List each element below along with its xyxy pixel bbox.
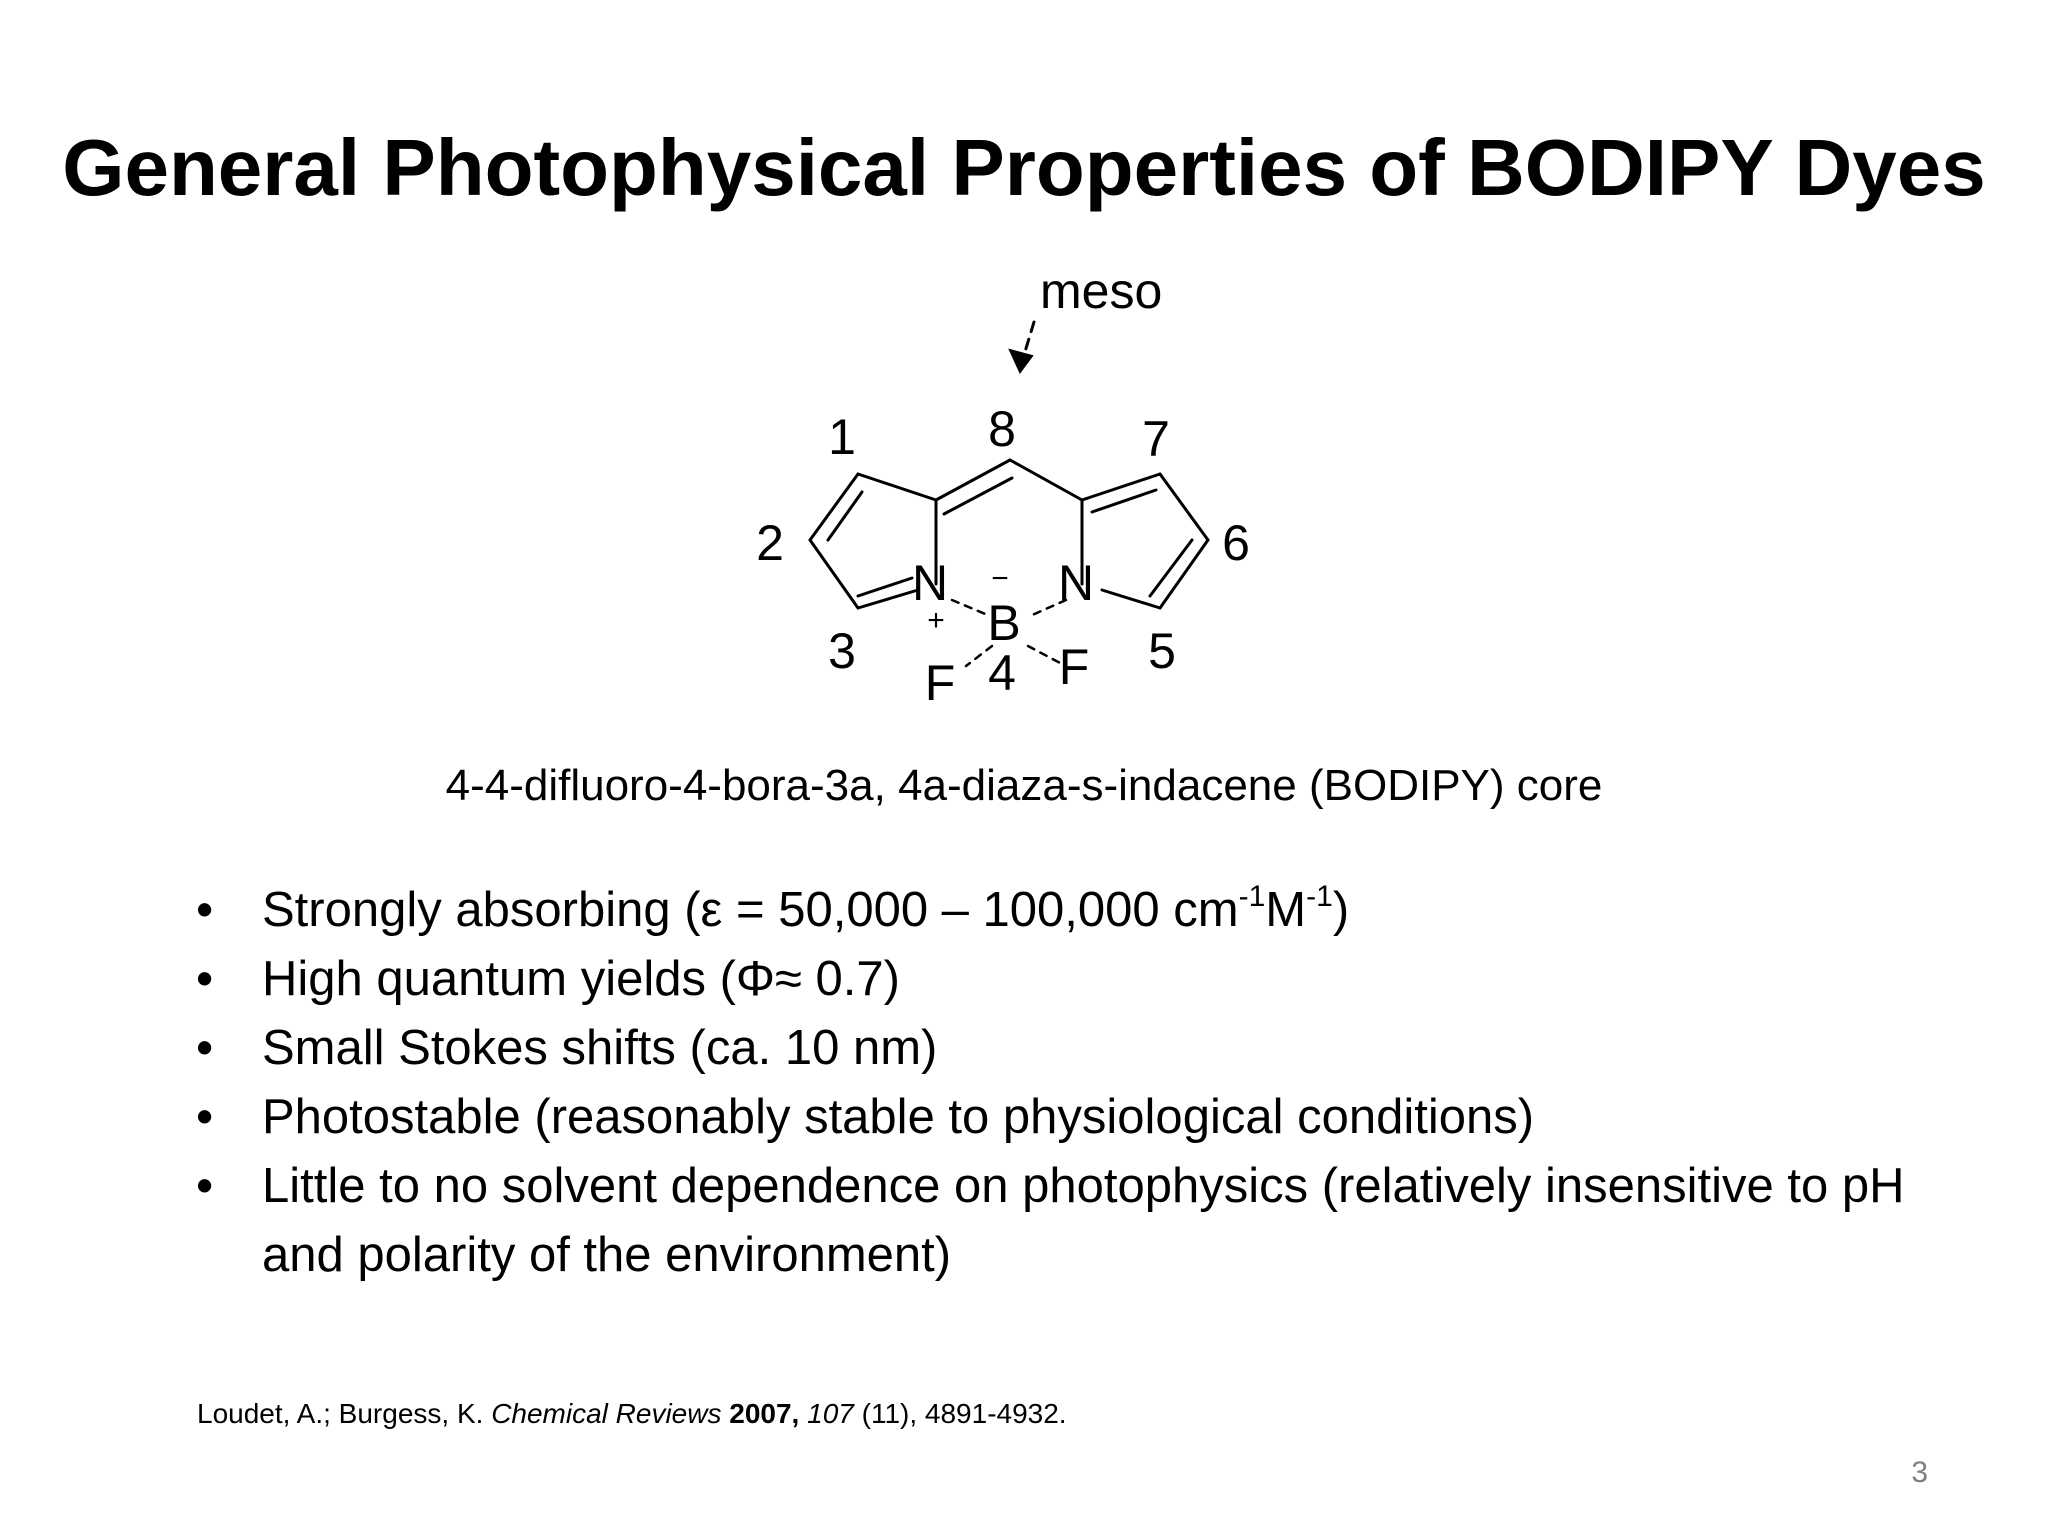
bullet-icon: • (196, 1090, 214, 1144)
atom-N-left: N (911, 555, 949, 611)
slide-title: General Photophysical Properties of BODIPY Dyes (62, 123, 1986, 212)
list-item (190, 945, 1950, 1014)
citation-authors: Loudet, A.; Burgess, K. (197, 1398, 484, 1429)
charge-minus: − (991, 562, 1009, 595)
position-label-5: 5 (1148, 623, 1176, 679)
list-item (190, 1152, 1950, 1290)
bullet-superscript: -1 (1238, 880, 1266, 913)
bond-C2-C3 (810, 540, 858, 608)
bullet-text-unit: M (1265, 883, 1307, 937)
bullet-icon: • (196, 952, 214, 1006)
bullet-text: Little to no solvent dependence on photophysics (relatively insensitive to pH and polarity of the environment) (262, 1159, 1905, 1282)
citation-pages: (11), 4891-4932. (861, 1398, 1067, 1429)
meso-label: meso (1040, 263, 1163, 319)
bullet-text: Small Stokes shifts (ca. 10 nm) (262, 1021, 938, 1075)
bond-C7-C6 (1160, 474, 1208, 540)
list-item (190, 876, 1950, 945)
bond-B-F-right (1028, 646, 1062, 664)
atom-F-left: F (924, 655, 956, 711)
bullet-superscript: -1 (1306, 880, 1333, 913)
position-label-2: 2 (756, 515, 784, 571)
bond-C7a-C8 (936, 460, 1010, 500)
bullet-icon: • (196, 1159, 214, 1213)
atom-B: B (987, 595, 1021, 651)
property-list (190, 876, 1950, 1290)
meso-arrow-head (1010, 350, 1032, 372)
bullet-text: High quantum yields (Φ≈ 0.7) (262, 952, 900, 1006)
citation-volume: 107 (807, 1398, 854, 1429)
list-item (190, 1083, 1950, 1152)
bullet-text: Photostable (reasonably stable to physiological conditions) (262, 1090, 1535, 1144)
position-label-1: 1 (828, 409, 856, 465)
bodipy-structure-drawing (740, 250, 1300, 730)
position-label-3: 3 (828, 623, 856, 679)
list-item (190, 1014, 1950, 1083)
charge-plus: + (927, 604, 945, 637)
structure-caption: 4-4-difluoro-4-bora-3a, 4a-diaza-s-indacene (BODIPY) core (445, 761, 1603, 810)
bond-C6-C5-double (1150, 540, 1192, 596)
bond-C7a-C8-double (944, 478, 1012, 514)
position-label-6: 6 (1222, 515, 1250, 571)
citation-journal: Chemical Reviews (491, 1398, 722, 1429)
citation (197, 1396, 1067, 1432)
bond-C1-C2-double (828, 492, 862, 540)
position-label-8: 8 (988, 401, 1016, 457)
citation-year: 2007, (729, 1398, 800, 1429)
bond-C7a-C1 (858, 474, 936, 500)
bullet-text-tail: ) (1332, 883, 1350, 937)
atom-N-right: N (1057, 555, 1095, 611)
bond-C8-C8a (1010, 460, 1082, 500)
position-label-7: 7 (1142, 411, 1170, 467)
bond-N-B-left (952, 600, 990, 616)
bullet-text: Strongly absorbing (ε = 50,000 – 100,000 cm (262, 883, 1239, 937)
position-label-4: 4 (988, 645, 1016, 701)
atom-F-right: F (1058, 639, 1090, 695)
page-number: 3 (1911, 1456, 1928, 1489)
bullet-icon: • (196, 1021, 214, 1075)
bodipy-structure (740, 250, 1300, 730)
bullet-icon: • (196, 883, 214, 937)
bond-C8a-C7 (1082, 474, 1160, 500)
